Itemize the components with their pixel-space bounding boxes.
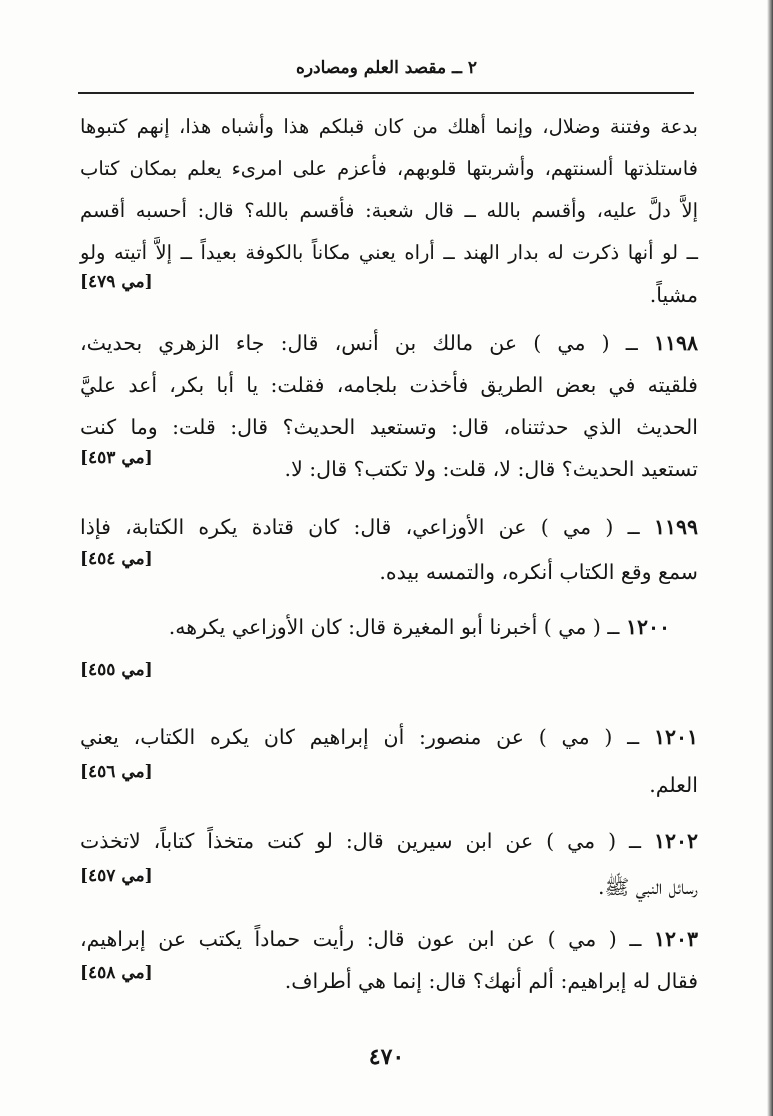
source-reference: [مي ٤٥٧] <box>80 866 153 886</box>
running-header: ٢ ــ مقصد العلم ومصادره <box>295 58 478 78</box>
hadith-entry <box>80 722 698 812</box>
text-line: فلقيته في بعض الطريق فأخذت بلجامه، فقلت: يا أبا بكر، أعد عليَّ <box>80 373 698 397</box>
hadith-number: ١١٩٩ <box>653 515 698 539</box>
hadith-continuation <box>80 112 698 312</box>
hadith-entry <box>80 612 698 692</box>
hadith-entry <box>80 826 698 916</box>
text-span: ــ ( مي ) عن ابن سيرين قال: لو كنت متخذاً كتاباً، لاتخذت <box>80 829 642 853</box>
text-line: العلم. <box>649 773 698 797</box>
text-span: ــ ( مي ) عن منصور: أن إبراهيم كان يكره الكتاب، يعني <box>80 725 640 749</box>
text-line: مشياً. <box>649 283 698 307</box>
header-divider <box>78 92 694 94</box>
text-line: رسائل النبي ﷺ. <box>597 875 698 899</box>
text-span: ــ ( مي ) عن ابن عون قال: رأيت حماداً يكتب عن إبراهيم، <box>80 927 642 951</box>
hadith-number: ١٢٠٣ <box>653 927 698 951</box>
hadith-first-line <box>80 512 698 542</box>
hadith-first-line <box>80 924 698 954</box>
text-line: سمع وقع الكتاب أنكره، والتمسه بيده. <box>379 560 698 584</box>
hadith-first-line <box>169 612 670 642</box>
text-span: ــ ( مي ) عن الأوزاعي، قال: كان قتادة يكره الكتابة، فإذا <box>80 515 640 539</box>
hadith-number: ١٢٠١ <box>653 725 698 749</box>
source-reference: [مي ٤٥٦] <box>80 762 153 782</box>
hadith-entry <box>80 512 698 602</box>
page-edge-shadow <box>767 0 773 1116</box>
text-line: بدعة وفتنة وضلال، وإنما أهلك من كان قبلكم هذا وأشباه هذا، إنهم كتبوها <box>80 115 698 138</box>
text-line: فاستلذتها ألسنتهم، وأشربتها قلوبهم، فأعزم على امرىء يعلم بمكان كتاب <box>80 157 698 180</box>
hadith-number: ١١٩٨ <box>653 331 698 355</box>
text-line: إلاَّ دلَّ عليه، وأقسم بالله ــ قال شعبة: فأقسم بالله؟ قال: أحسبه أقسم <box>80 199 698 222</box>
text-line: تستعيد الحديث؟ قال: لا، قلت: ولا تكتب؟ قال: لا. <box>284 457 698 481</box>
text-span: ــ ( مي ) أخبرنا أبو المغيرة قال: كان الأوزاعي يكرهه. <box>168 615 620 639</box>
source-reference: [مي ٤٥٤] <box>80 549 153 569</box>
source-reference: [مي ٤٧٩] <box>80 272 153 292</box>
source-reference: [مي ٤٥٣] <box>80 448 153 468</box>
text-line: الحديث الذي حدثتناه، قال: وتستعيد الحديث؟ قال: قلت: وما كنت <box>80 415 698 439</box>
text-line: ــ لو أنها ذكرت له بدار الهند ــ أراه يعني مكاناً بالكوفة بعيداً ــ إلاَّ أتيته ولو <box>80 241 698 264</box>
hadith-entry <box>80 328 698 498</box>
text-span: ــ ( مي ) عن مالك بن أنس، قال: جاء الزهري بحديث، <box>80 331 638 355</box>
source-reference: [مي ٤٥٨] <box>80 963 153 983</box>
hadith-first-line <box>80 826 698 856</box>
hadith-number: ١٢٠٢ <box>653 829 698 853</box>
text-line: فقال له إبراهيم: ألم أنهك؟ قال: إنما هي أطراف. <box>284 969 698 993</box>
hadith-first-line <box>80 328 698 358</box>
source-reference: [مي ٤٥٥] <box>80 660 153 680</box>
hadith-first-line <box>80 722 698 752</box>
hadith-entry <box>80 924 698 1014</box>
page-number: ٤٧٠ <box>368 1044 405 1070</box>
hadith-number: ١٢٠٠ <box>625 615 670 639</box>
